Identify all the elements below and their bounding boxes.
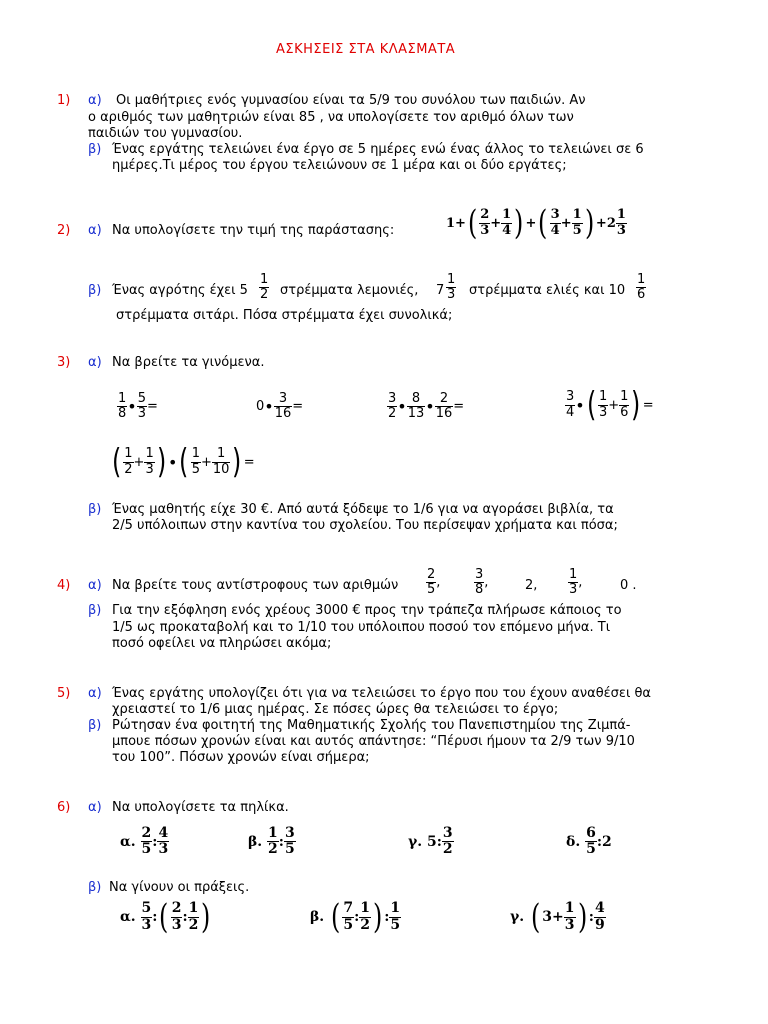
- exercise-number-5: 5): [57, 686, 71, 701]
- operation-alpha: α. $\frac{5}{3}$ :( $\frac{2}{3}$ : $\frac{1}{2}$ ): [120, 897, 211, 937]
- product-4: $\frac{3}{4}$ •( $\frac{1}{3}$ + $\frac{1}{6}$ ) =: [566, 385, 654, 425]
- ex5-b-line3: του 100”. Πόσων χρονών είναι σήμερα;: [112, 750, 370, 765]
- quotient-alpha: α. $\frac{2}{5}$ : $\frac{4}{3}$: [120, 825, 169, 858]
- fraction-1-3: $\frac{1}{3}$: [447, 272, 456, 303]
- exercise-number-3: 3): [57, 355, 71, 370]
- ex2-b-w1: Ένας αγρότης έχει 5: [112, 283, 248, 298]
- fraction-1-6: $\frac{1}{6}$: [637, 272, 646, 303]
- exercise-number-1: 1): [57, 93, 71, 108]
- ex5-b-line1: Ρώτησαν ένα φοιτητή της Μαθηματικής Σχολής του Πανεπιστημίου της Ζιμπά-: [112, 718, 631, 733]
- label-a: α): [88, 578, 102, 593]
- exercise-number-6: 6): [57, 800, 71, 815]
- exercise-number-2: 2): [57, 223, 71, 238]
- ex5-a-line2: χρειαστεί το 1/6 μιας ημέρας. Σε πόσες ώρες θα τελειώσει το έργο;: [112, 702, 559, 717]
- label-b: β): [88, 718, 102, 733]
- number-zero: 0 .: [620, 578, 637, 593]
- exercise-number-4: 4): [57, 578, 71, 593]
- ex1-a-line2: ο αριθμός των μαθητριών είναι 85 , να υπολογίσετε τον αριθμό όλων των: [88, 110, 574, 125]
- ex2-b-w3: 7: [436, 283, 445, 298]
- fraction-2-5: $\frac{2}{5}$ ,: [427, 567, 441, 598]
- label-b: β): [88, 283, 102, 298]
- ex2-b-w4: στρέμματα ελιές και 10: [469, 283, 626, 298]
- label-b: β): [88, 502, 102, 517]
- label-a: α): [88, 800, 102, 815]
- ex2-expression: 1+( $\frac{2}{3}$ + $\frac{1}{4}$ ) +( $\frac{3}{4}$ + $\frac{1}{5}$ ) +2 $\frac{1}{3}$: [446, 203, 626, 243]
- ex5-a-line1: Ένας εργάτης υπολογίζει ότι για να τελειώσει το έργο που του έχουν αναθέσει θα: [112, 686, 652, 701]
- ex4-a-text: Να βρείτε τους αντίστροφους των αριθμών: [112, 578, 399, 593]
- ex3-b-line2: 2/5 υπόλοιπων στην καντίνα του σχολείου. Του περίσεψαν χρήματα και πόσα;: [112, 518, 618, 533]
- page-title: ΑΣΚΗΣΕΙΣ ΣΤΑ ΚΛΑΣΜΑΤΑ: [276, 42, 456, 57]
- label-b: β): [88, 880, 102, 895]
- product-5: ( $\frac{1}{2}$ + $\frac{1}{3}$ ) •( $\frac{1}{5}$ + $\frac{1}{10}$ ) =: [111, 442, 255, 482]
- ex5-b-line2: μπουε πόσων χρονών είναι και αυτός απάντησε: “Πέρυσι ήμουν τα 2/9 των 9/10: [112, 734, 635, 749]
- ex4-b-line3: ποσό οφείλει να πληρώσει ακόμα;: [112, 636, 332, 651]
- ex6-b-text: Να γίνουν οι πράξεις.: [109, 880, 250, 895]
- ex6-a-text: Να υπολογίσετε τα πηλίκα.: [112, 800, 289, 815]
- product-1: $\frac{1}{8}$ • $\frac{5}{3}$ =: [118, 391, 158, 422]
- fraction-1-3: $\frac{1}{3}$ ,: [569, 567, 583, 598]
- label-a: α): [88, 223, 102, 238]
- ex1-a-line3: παιδιών του γυμνασίου.: [88, 126, 243, 141]
- ex4-b-line2: 1/5 ως προκαταβολή και το 1/10 του υπόλοιπου ποσού τον επόμενο μήνα. Τι: [112, 620, 611, 635]
- quotient-delta: δ. $\frac{6}{5}$ :2: [566, 825, 612, 858]
- label-a: α): [88, 93, 102, 108]
- ex4-b-line1: Για την εξόφληση ενός χρέους 3000 € προς την τράπεζα πλήρωσε κάποιος το: [112, 603, 622, 618]
- product-2: 0• $\frac{3}{16}$ =: [256, 391, 304, 422]
- ex3-b-line1: Ένας μαθητής είχε 30 €. Από αυτά ξόδεψε το 1/6 για να αγοράσει βιβλία, τα: [112, 502, 614, 517]
- operation-gamma: γ. ( 3+ $\frac{1}{3}$ ) : $\frac{4}{9}$: [510, 897, 605, 937]
- label-b: β): [88, 142, 102, 157]
- label-b: β): [88, 603, 102, 618]
- ex1-b-line1: Ένας εργάτης τελειώνει ένα έργο σε 5 ημέρες ενώ ένας άλλος το τελειώνει σε 6: [112, 142, 644, 157]
- fraction-1-2: $\frac{1}{2}$: [260, 272, 269, 303]
- ex3-a-text: Να βρείτε τα γινόμενα.: [112, 355, 265, 370]
- ex2-b-line2: στρέμματα σιτάρι. Πόσα στρέμματα έχει συνολικά;: [116, 308, 453, 323]
- operation-beta: β. ( $\frac{7}{5}$ : $\frac{1}{2}$ ) : $\frac{1}{5}$: [310, 897, 401, 937]
- ex2-a-text: Να υπολογίσετε την τιμή της παράστασης:: [112, 223, 395, 238]
- ex2-b-w2: στρέμματα λεμονιές,: [280, 283, 419, 298]
- fraction-3-8: $\frac{3}{8}$ ,: [475, 567, 489, 598]
- quotient-gamma: γ. 5: $\frac{3}{2}$: [408, 825, 453, 858]
- number-two: 2,: [525, 578, 538, 593]
- product-3: $\frac{3}{2}$ • $\frac{8}{13}$ • $\frac{2}{16}$ =: [388, 391, 465, 422]
- ex1-b-line2: ημέρες.Τι μέρος του έργου τελειώνουν σε 1 μέρα και οι δύο εργάτες;: [112, 158, 567, 173]
- quotient-beta: β. $\frac{1}{2}$ : $\frac{3}{5}$: [248, 825, 295, 858]
- label-a: α): [88, 686, 102, 701]
- ex1-a-line1: Οι μαθήτριες ενός γυμνασίου είναι τα 5/9 του συνόλου των παιδιών. Αν: [116, 93, 586, 108]
- label-a: α): [88, 355, 102, 370]
